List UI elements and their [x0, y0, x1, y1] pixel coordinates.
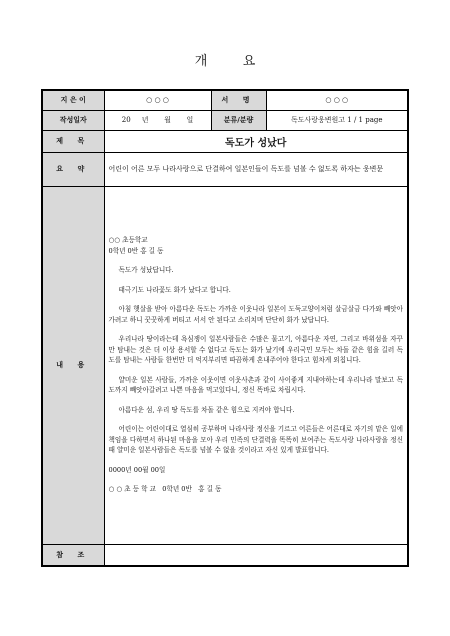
- summary-form: [41, 89, 409, 567]
- reference-row: [42, 544, 408, 566]
- category-value: 독도사랑웅변원고 1 / 1 page: [266, 110, 408, 130]
- date-year: 20: [121, 116, 131, 124]
- name-value: ○ ○ ○: [266, 90, 408, 110]
- summary-row: [42, 152, 408, 186]
- date-value: [104, 110, 211, 130]
- content-paragraph: 어린이는 어린이대로 열심히 공부하며 나라사랑 정신을 기르고 어른들은 어른대로 자기의 맡은 일에 책임을 다하면서 하나된 마음을 모아 우리 민족의 단결력을 똑똑히 보여주는 독도사랑 나라사랑을 정신 때 얄미운 일본사람들은 독도를 넘볼 수 없을 것이라고 자신 있게 발표합니다.: [108, 425, 403, 455]
- name-label: 서 명: [211, 90, 266, 110]
- date-row: [42, 110, 408, 130]
- category-label: 분류/분량: [211, 110, 266, 130]
- author-row: [42, 90, 408, 110]
- content-signature: ○ ○ 초 등 학 교 0학년 0반 홍 길 동: [108, 485, 222, 494]
- content-paragraph: 아름다운 섬, 우리 땅 독도를 차돌 같은 힘으로 지켜야 합니다.: [118, 405, 295, 414]
- author-label: 지 은 이: [42, 90, 104, 110]
- content-paragraph: 아침 햇살을 받아 아름다운 독도는 가까운 이웃나라 일본이 도둑고양이처럼 살금살금 다가와 빼앗아가려고 하니 꿋꿋하게 버티고 서서 안 된다고 소리치며 단단히 화가 났답니다.: [108, 305, 403, 324]
- content-row: [42, 186, 408, 544]
- title-char: 개: [194, 54, 208, 69]
- date-label: 작성일자: [42, 110, 104, 130]
- title-char: 요: [242, 54, 256, 69]
- subject-row: [42, 130, 408, 152]
- content-date: 0000년 00월 00일: [108, 465, 166, 474]
- summary-label: 요 약: [42, 152, 104, 186]
- reference-value: [104, 544, 408, 566]
- author-value: ○ ○ ○: [104, 90, 211, 110]
- content-school: ○○ 초등학교: [108, 236, 148, 245]
- date-month-unit: 월: [164, 116, 171, 124]
- date-year-unit: 년: [141, 116, 149, 124]
- content-label: 내 용: [42, 186, 104, 544]
- content-paragraph: 우리나라 땅이라는데 욕심쟁이 일본사람들은 수많은 물고기, 아름다운 자연, 그리고 바위섬을 자꾸만 탐내는 것은 더 이상 용서할 수 없다고 독도는 화가 났기에 우리국민 모두는 차돌 같은 힘을 길러 독도를 탐내는 사람들 한번만 더 억지부리면 따끔하게 혼내주어야 한다고 힘차게 외칩니다.: [108, 335, 403, 365]
- content-paragraph: 얄미운 일본 사람들, 가까운 이웃이면 이웃사촌과 같이 사이좋게 지내야하는데 우리나라 말보고 독도까지 빼앗아갈려고 나쁜 마음을 먹고있다니, 정신 똑바로 차립시다.: [108, 375, 403, 395]
- content-body: [104, 186, 408, 544]
- subject-label: 제 목: [42, 130, 104, 152]
- date-day-unit: 일: [186, 116, 194, 124]
- summary-value: 어린이 어른 모두 나라사랑으로 단결하여 일본인들이 독도를 넘볼 수 없도록 하자는 웅변문: [104, 152, 408, 186]
- subject-value: 독도가 성났다: [104, 130, 408, 152]
- document-title: [0, 50, 450, 69]
- reference-label: 참 조: [42, 544, 104, 566]
- content-student: 0학년 0반 홍 길 동: [108, 246, 164, 255]
- content-paragraph: 독도가 성났답니다.: [118, 266, 174, 275]
- content-paragraph: 태극기도 나라꽃도 화가 났다고 합니다.: [118, 285, 231, 294]
